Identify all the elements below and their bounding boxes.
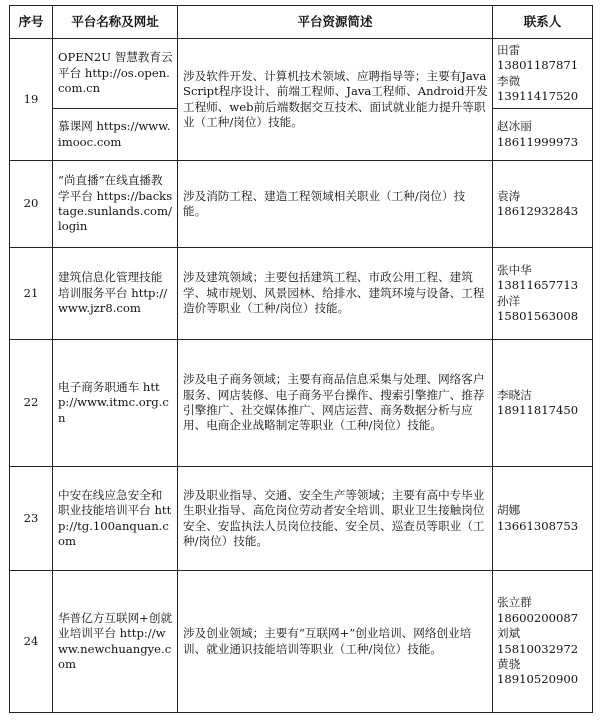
contact-phone: 13811657713 <box>497 278 579 293</box>
description-cell: 涉及消防工程、建造工程领域相关职业（工种/岗位）技能。 <box>178 161 493 248</box>
contact-name: 李晓洁 <box>497 387 532 402</box>
table-row <box>10 161 593 248</box>
row-number: 22 <box>10 340 53 467</box>
table-row <box>10 571 593 713</box>
contact-phone: 13911417520 <box>497 88 579 103</box>
platform-url: https://www.imooc.com <box>58 119 171 149</box>
contact-cell <box>493 340 593 467</box>
platform-table <box>9 5 593 713</box>
contact-name: 刘斌 <box>497 626 521 641</box>
platform-cell <box>53 161 178 248</box>
platform-cell <box>53 571 178 713</box>
contact-phone: 18911817450 <box>497 403 579 417</box>
platform-cell <box>53 39 178 109</box>
table-row <box>10 467 593 571</box>
contact-cell <box>493 39 593 109</box>
platform-url: http://www.newchuangye.com <box>58 626 172 671</box>
contact-name: 张立群 <box>497 595 532 610</box>
platform-name: OPEN2U 智慧教育云平台 <box>58 50 173 80</box>
platform-name: 电子商务职通车 <box>58 379 140 394</box>
description-cell: 涉及职业指导、交通、安全生产等领域；主要有高中专毕业生职业指导、高危岗位劳动者安全培训、职业卫生接触岗位安全、安监执法人员岗位技能、安全员、巡查员等职业（工种/岗位）技能。 <box>178 467 493 571</box>
contact-cell <box>493 109 593 161</box>
contact-phone: 13801187871 <box>497 58 579 73</box>
row-number: 23 <box>10 467 53 571</box>
contact-name: 赵冰丽 <box>497 119 532 134</box>
table-header-row <box>10 6 593 39</box>
platform-url: http://www.itmc.org.cn <box>58 379 169 425</box>
platform-cell <box>53 248 178 340</box>
header-no: 序号 <box>10 6 53 39</box>
table-row <box>10 340 593 467</box>
contact-name: 胡娜 <box>497 503 521 518</box>
row-number: 20 <box>10 161 53 248</box>
header-contact: 联系人 <box>493 6 593 39</box>
platform-url: http://os.open.com.cn <box>58 65 170 96</box>
description-cell: 涉及电子商务领域；主要有商品信息采集与处理、网络客户服务、网店装修、电子商务平台操作、搜索引擎推广、推荐引擎推广、社交媒体推广、网店运营、商务数据分析与应用、电商企业战略制定等职业（工种/岗位）技能。 <box>178 340 493 467</box>
platform-url: http://tg.100anquan.com <box>58 503 172 548</box>
row-number: 21 <box>10 248 53 340</box>
contact-name: 田雷 <box>497 42 521 57</box>
platform-url: https://backstage.sunlands.com/login <box>58 188 173 234</box>
contact-name: 袁涛 <box>497 188 521 203</box>
header-name: 平台名称及网址 <box>53 6 178 39</box>
platform-name: 中安在线应急安全和职业技能培训平台 <box>58 487 163 518</box>
platform-url: http://www.jzr8.com <box>58 285 168 316</box>
platform-cell <box>53 467 178 571</box>
contact-name: 张中华 <box>497 262 532 277</box>
platform-name: 华普亿方互联网+创就业培训平台 <box>58 610 173 641</box>
platform-cell <box>53 340 178 467</box>
platform-cell <box>53 109 178 161</box>
row-number: 19 <box>10 39 53 161</box>
contact-phone: 18611999973 <box>497 134 579 149</box>
contact-name: 黄骁 <box>497 656 521 671</box>
contact-phone: 15801563008 <box>497 308 579 323</box>
description-cell: 涉及软件开发、计算机技术领域、应聘指导等；主要有JavaScript程序设计、前端工程师、Java工程师、Android开发工程师、web前后端数据交互技术、面试就业能力提升等职业（工种/岗位）技能。 <box>178 39 493 161</box>
table-row <box>10 248 593 340</box>
contact-phone: 15810032972 <box>497 641 579 656</box>
contact-cell <box>493 161 593 248</box>
header-desc: 平台资源简述 <box>178 6 493 39</box>
row-number: 24 <box>10 571 53 713</box>
contact-cell <box>493 248 593 340</box>
contact-phone: 18612932843 <box>497 204 579 218</box>
description-cell: 涉及建筑领域；主要包括建筑工程、市政公用工程、建筑学、城市规划、风景园林、给排水、建筑环境与设备、工程造价等职业（工种/岗位）技能。 <box>178 248 493 340</box>
contact-phone: 18910520900 <box>497 672 579 687</box>
contact-phone: 13661308753 <box>497 518 579 533</box>
contact-name: 李微 <box>497 73 521 88</box>
platform-name: “尚直播”在线直播教学平台 <box>58 173 163 203</box>
platform-name: 建筑信息化管理技能培训服务平台 <box>58 270 163 300</box>
contact-phone: 18600200087 <box>497 610 579 625</box>
description-cell: 涉及创业领域；主要有“互联网+”创业培训、网络创业培训、就业通识技能培训等职业（工种/岗位）技能。 <box>178 571 493 713</box>
contact-cell <box>493 571 593 713</box>
table-row <box>10 39 593 109</box>
contact-name: 孙洋 <box>497 293 521 308</box>
contact-cell <box>493 467 593 571</box>
platform-name: 慕课网 <box>58 119 93 134</box>
